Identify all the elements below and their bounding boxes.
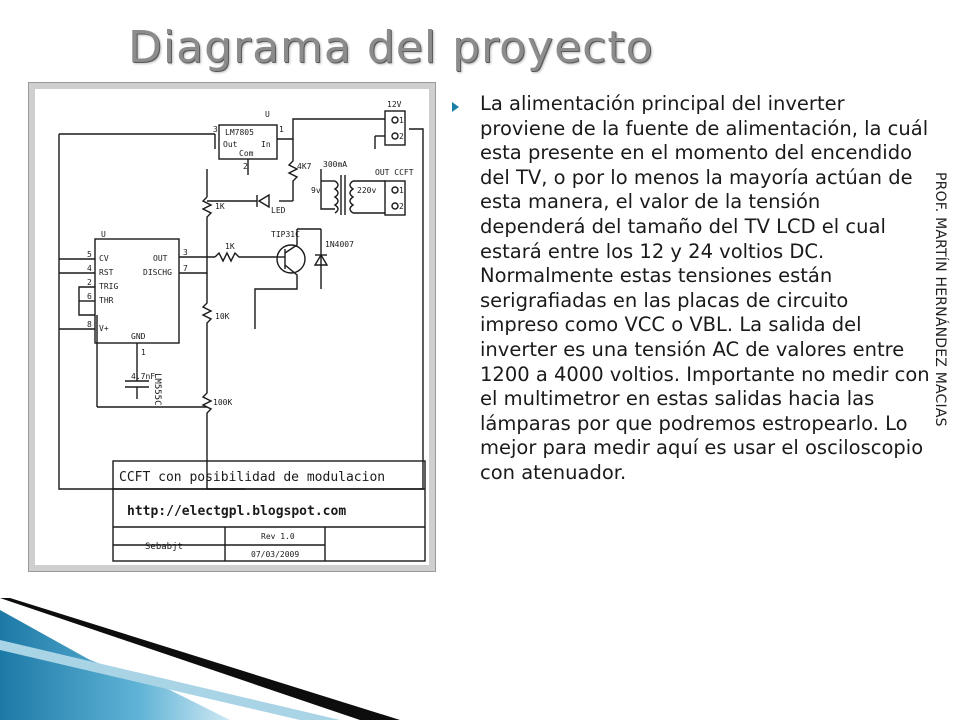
transformer-secondary-label: 220v bbox=[357, 186, 377, 195]
transformer-primary-label: 9v bbox=[311, 186, 321, 195]
title-block-url: http://electgpl.blogspot.com bbox=[127, 504, 347, 519]
resistor-10k-label: 10K bbox=[215, 312, 230, 321]
regulator-ref-label: U bbox=[265, 110, 270, 119]
schematic-image bbox=[28, 82, 436, 572]
pin-dischg-label: DISCHG bbox=[143, 268, 172, 277]
bullet-text: La alimentación principal del inverter proviene de la fuente de alimentación, la cuál esta presente en el momento del encendido del TV, o por lo menos la mayoría actúan de esta manera, el valor de la tensión dependerá del tamaño del TV LCD el cual estará entre los 12 y 24 voltios DC. Normalmente estas tensiones están serigrafiadas en las placas de circuito impreso como VCC o VBL. La salida del inverter es una tensión AC de valores entre 1200 a 4000 voltios. Importante no medir con el multimetror en estas salidas hacia las lámparas por que podremos estropearlo. Lo mejor para medir aquí es usar el osciloscopio con atenuador. bbox=[480, 92, 930, 484]
timer-ref-label: U bbox=[101, 230, 106, 239]
pin7-number: 7 bbox=[183, 264, 188, 273]
pin-thr-label: THR bbox=[99, 296, 114, 305]
led-label: LED bbox=[271, 206, 286, 215]
connector-12v-pin1: 1 bbox=[399, 116, 404, 125]
pin3-number: 3 bbox=[183, 248, 188, 257]
transformer-label: 300mA bbox=[323, 160, 348, 169]
swoosh-blue-band bbox=[0, 610, 230, 720]
title-block-heading: CCFT con posibilidad de modulacion bbox=[119, 470, 386, 485]
resistor-1k-b-label: 1K bbox=[225, 242, 235, 251]
title-block-author: Sebabjt bbox=[145, 542, 183, 552]
pin-out-label: OUT bbox=[153, 254, 168, 263]
pin2-number: 2 bbox=[87, 278, 92, 287]
title-block-date: 07/03/2009 bbox=[251, 550, 300, 559]
bullet-arrow-icon bbox=[452, 102, 459, 112]
circuit-diagram bbox=[35, 89, 429, 565]
transistor-label: TIP31C bbox=[271, 230, 300, 239]
resistor-4k7-label: 4K7 bbox=[297, 162, 312, 171]
pin6-number: 6 bbox=[87, 292, 92, 301]
reg-in-label: In bbox=[261, 140, 271, 149]
slide-title: Diagrama del proyecto bbox=[128, 22, 654, 73]
connector-out-label: OUT CCFT bbox=[375, 168, 414, 177]
regulator-label: LM7805 bbox=[225, 128, 254, 137]
connector-12v-label: 12V bbox=[387, 100, 402, 109]
pin4-number: 4 bbox=[87, 264, 92, 273]
diode-label: 1N4007 bbox=[325, 240, 354, 249]
reg-com-label: Com bbox=[239, 149, 254, 158]
capacitor-label: 4.7nF bbox=[131, 372, 156, 381]
pin-vplus-label: V+ bbox=[99, 324, 109, 333]
pin1-number: 1 bbox=[141, 348, 146, 357]
pin8-number: 8 bbox=[87, 320, 92, 329]
connector-12v-pin2: 2 bbox=[399, 132, 404, 141]
reg-pin1-label: 1 bbox=[279, 125, 284, 134]
resistor-1k-a-label: 1K bbox=[215, 202, 225, 211]
connector-out-pin1: 1 bbox=[399, 186, 404, 195]
timer-label: LM555C bbox=[152, 373, 162, 406]
pin-cv-label: CV bbox=[99, 254, 109, 263]
reg-out-label: Out bbox=[223, 140, 238, 149]
reg-pin3-label: 3 bbox=[213, 125, 218, 134]
title-block-revision: Rev 1.0 bbox=[261, 532, 295, 541]
author-vertical-label: PROF. MARTÍN HERNÁNDEZ MACIAS bbox=[932, 172, 948, 427]
resistor-100k-label: 100K bbox=[213, 398, 233, 407]
swoosh-light-band bbox=[0, 640, 340, 720]
reg-pin2-label: 2 bbox=[243, 162, 248, 171]
pin5-number: 5 bbox=[87, 250, 92, 259]
pin-rst-label: RST bbox=[99, 268, 114, 277]
pin-gnd-label: GND bbox=[131, 332, 146, 341]
pin-trig-label: TRIG bbox=[99, 282, 119, 291]
swoosh-black-band bbox=[0, 598, 400, 720]
connector-out-pin2: 2 bbox=[399, 202, 404, 211]
